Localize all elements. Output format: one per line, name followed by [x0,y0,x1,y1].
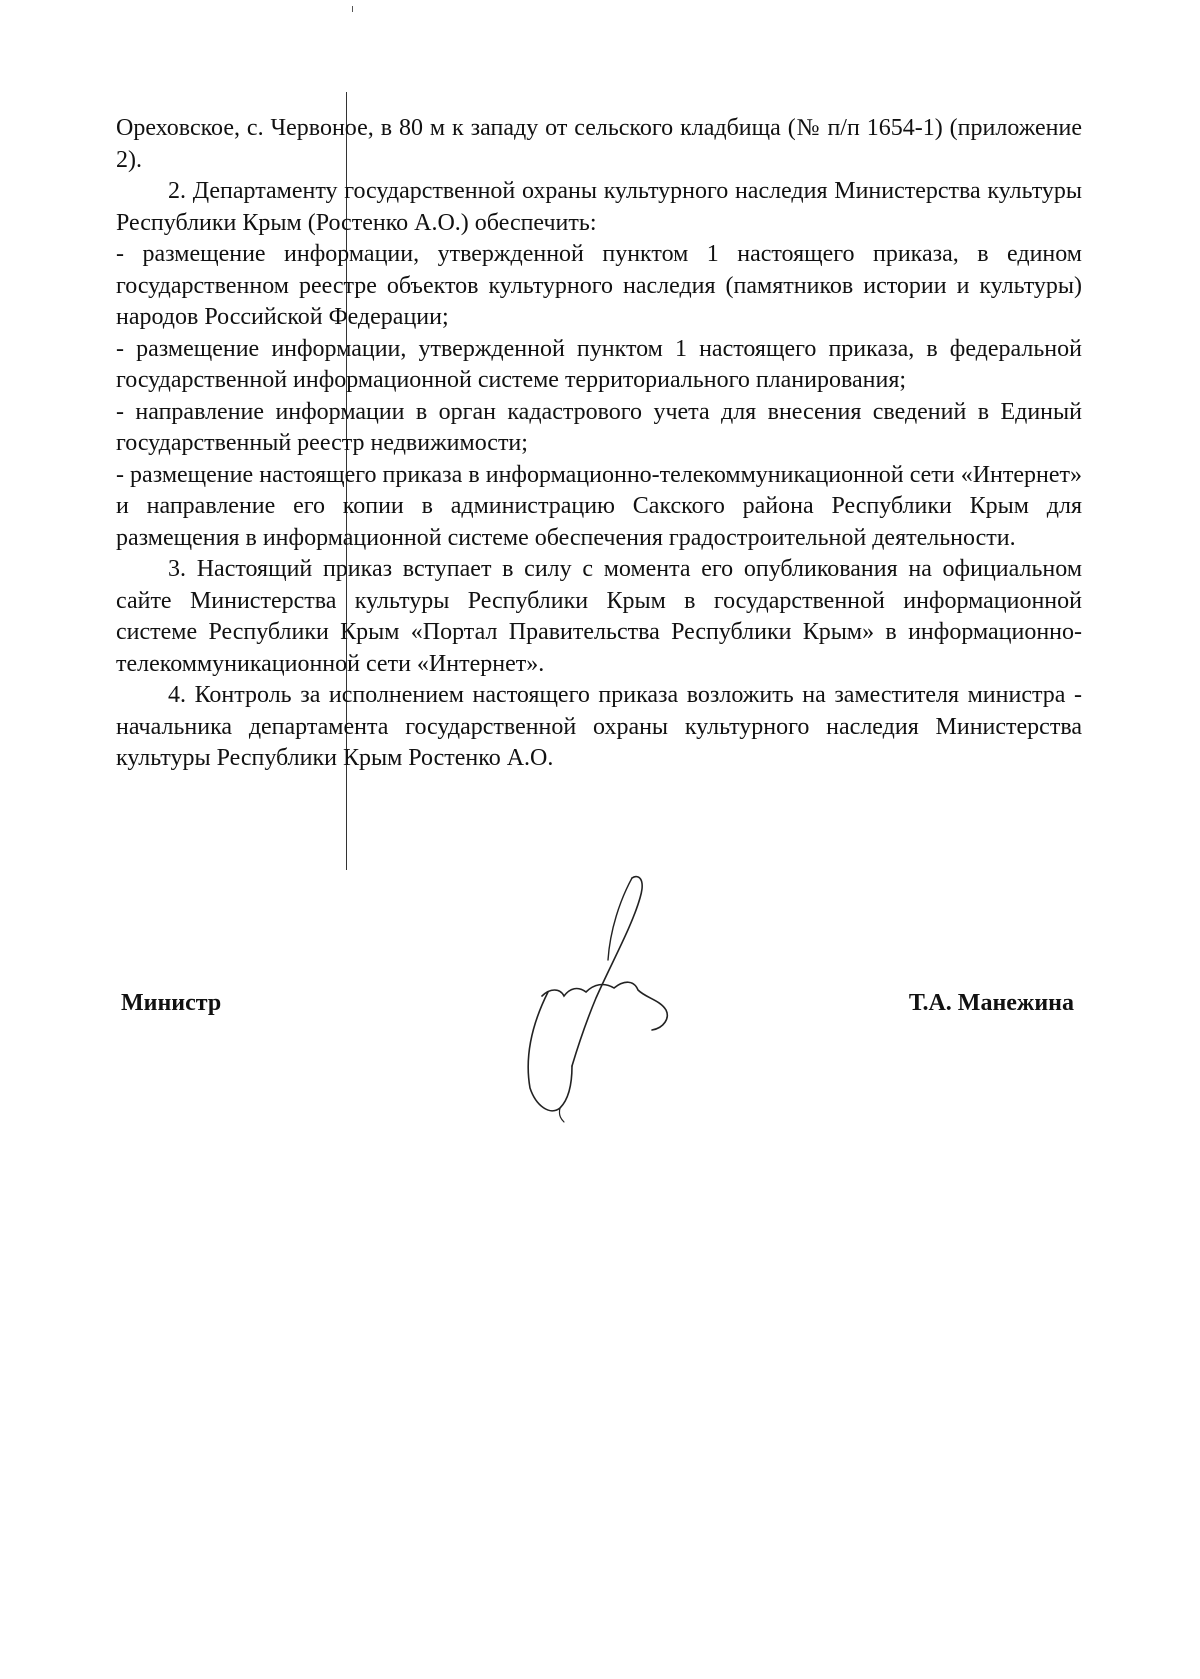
paragraph-bullet-registry: - размещение информации, утвержденной пунктом 1 настоящего приказа, в едином государственном реестре объектов культурного наследия (памятников истории и культуры) народов Российской Федерации; [116,241,1082,330]
paragraph-bullet-planning-system: - размещение информации, утвержденной пунктом 1 настоящего приказа, в федеральной государственной информационной системе территориального планирования; [116,335,1082,393]
signatory-position: Министр [121,990,222,1016]
document-body [116,113,1082,775]
paragraph-item-2: 2. Департаменту государственной охраны культурного наследия Министерства культуры Республики Крым (Ростенко А.О.) обеспечить: [116,178,1082,236]
handwritten-signature [520,870,690,1130]
signatory-name: Т.А. Манежина [908,990,1074,1016]
scan-artifact-tick [352,6,353,12]
paragraph-item-4: 4. Контроль за исполнением настоящего приказа возложить на заместителя министра - начальника департамента государственной охраны культурного наследия Министерства культуры Республики Крым Ростенко А.О. [116,682,1082,771]
paragraph-item-3: 3. Настоящий приказ вступает в силу с момента его опубликования на официальном сайте Министерства культуры Республики Крым в государственной информационной системе Республики Крым «Портал Правительства Республики Крым» в информационно-телекоммуникационной сети «Интернет». [116,556,1082,677]
paragraph-bullet-cadastral: - направление информации в орган кадастрового учета для внесения сведений в Единый государственный реестр недвижимости; [116,398,1082,456]
paragraph-location-continuation: Ореховское, с. Червоное, в 80 м к западу от сельского кладбища (№ п/п 1654-1) (приложение 2). [116,115,1082,173]
paragraph-bullet-internet: - размещение настоящего приказа в информационно-телекоммуникационной сети «Интернет» и направление его копии в администрацию Сакского района Республики Крым для размещения в информационной системе обеспечения градостроительной деятельности. [116,461,1082,551]
